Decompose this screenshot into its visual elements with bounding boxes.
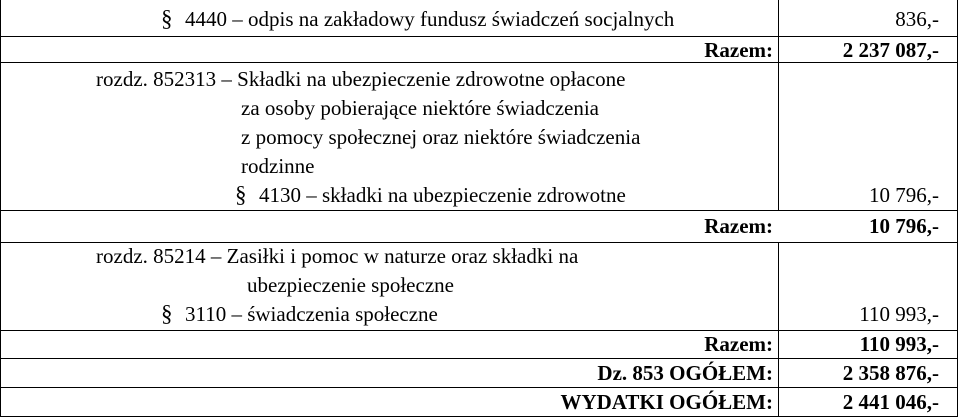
item-description: 3110 – świadczenia społeczne — [185, 302, 438, 326]
item-description: 4130 – składki na ubezpieczenie zdrowotne — [259, 183, 626, 207]
subtotal-amount: 10 796,- — [869, 214, 939, 238]
row-divider — [1, 387, 957, 388]
paragraph-symbol: § — [235, 182, 247, 207]
item-amount: 10 796,- — [869, 183, 939, 207]
subtotal-label: Razem: — [704, 332, 773, 356]
division-total-amount: 2 358 876,- — [842, 361, 939, 385]
row-divider — [1, 36, 957, 37]
row-divider — [1, 62, 957, 63]
paragraph-symbol: § — [161, 301, 173, 326]
subtotal-amount: 110 993,- — [859, 332, 939, 356]
row-divider — [1, 210, 957, 211]
chapter-heading-line: ubezpieczenie społeczne — [247, 273, 454, 297]
subtotal-amount: 2 237 087,- — [842, 38, 939, 62]
grand-total-label: WYDATKI OGÓŁEM: — [560, 390, 773, 414]
chapter-heading-line: za osoby pobierające niektóre świadczenia — [241, 96, 599, 120]
subtotal-label: Razem: — [704, 38, 773, 62]
item-amount: 836,- — [895, 7, 939, 31]
item-description: 4440 – odpis na zakładowy fundusz świadczeń socjalnych — [185, 7, 675, 31]
column-divider — [778, 242, 779, 416]
chapter-heading-line: rozdz. 85214 – Zasiłki i pomoc w naturze oraz składki na — [96, 244, 579, 268]
subtotal-label: Razem: — [704, 214, 773, 238]
grand-total-amount: 2 441 046,- — [842, 390, 939, 414]
division-total-label: Dz. 853 OGÓŁEM: — [597, 361, 773, 385]
column-divider — [778, 0, 779, 210]
paragraph-symbol: § — [161, 6, 173, 31]
chapter-heading-line: rozdz. 852313 – Składki na ubezpieczenie zdrowotne opłacone — [96, 67, 626, 91]
chapter-heading-line: rodzinne — [241, 154, 315, 178]
item-amount: 110 993,- — [859, 302, 939, 326]
row-divider — [1, 358, 957, 359]
chapter-heading-line: z pomocy społecznej oraz niektóre świadczenia — [241, 125, 641, 149]
row-divider — [1, 330, 957, 331]
